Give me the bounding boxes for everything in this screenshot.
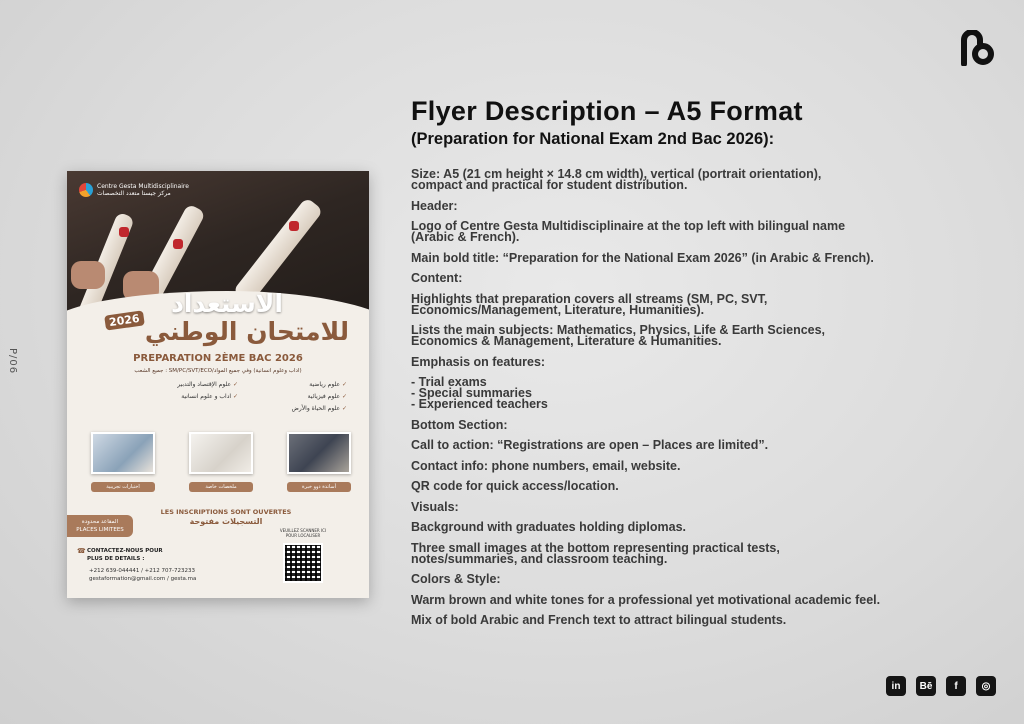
description-line: Header: bbox=[411, 198, 458, 213]
flyer-thumbnails bbox=[91, 432, 351, 492]
contact-email-web: gestaformation@gmail.com / gesta.ma bbox=[89, 576, 197, 582]
description-line: Logo of Centre Gesta Multidisciplinaire at the top left with bilingual name bbox=[411, 219, 846, 233]
center-logo-icon bbox=[79, 183, 93, 197]
description-lines bbox=[411, 169, 991, 626]
flyer-title-ar-2: للامتحان الوطني bbox=[144, 317, 349, 346]
flyer-preview bbox=[67, 171, 369, 598]
description-line: Size: A5 (21 cm height × 14.8 cm width), vertical (portrait orientation), bbox=[411, 167, 822, 181]
social-links bbox=[886, 676, 996, 696]
facebook-icon[interactable]: f bbox=[946, 676, 966, 696]
description-line: Call to action: “Registrations are open – Places are limited”. bbox=[411, 438, 769, 452]
teachers-image bbox=[287, 432, 351, 474]
subject-item: علوم الحياة والأرض ✓ bbox=[246, 405, 347, 412]
description-line: Contact info: phone numbers, email, website. bbox=[411, 458, 681, 473]
description-line: Economics & Management, Literature & Humanities. bbox=[411, 334, 722, 348]
places-ar: المقاعد محدودة bbox=[81, 519, 119, 525]
thumb-label: أساتذة ذوو خبرة bbox=[287, 482, 351, 492]
description-line: - Trial exams bbox=[411, 375, 487, 389]
description-line: Colors & Style: bbox=[411, 572, 501, 586]
thumb-teachers bbox=[287, 432, 351, 492]
description-line: - Special summaries bbox=[411, 386, 532, 400]
page-number: P/06 bbox=[7, 348, 18, 375]
contact-phones: +212 639-044441 / +212 707-723233 bbox=[89, 568, 196, 574]
thumb-trial-exams bbox=[91, 432, 155, 492]
flyer-year-badge: 2026 bbox=[104, 310, 144, 330]
description-line: Emphasis on features: bbox=[411, 354, 546, 369]
description-line: Three small images at the bottom representing practical tests, bbox=[411, 540, 780, 555]
pb-monogram-logo-icon bbox=[960, 30, 996, 66]
flyer-subjects bbox=[137, 381, 347, 412]
linkedin-icon[interactable]: in bbox=[886, 676, 906, 696]
subject-item: علوم الإقتصاد والتدبير ✓ bbox=[137, 381, 238, 388]
description-line: (Arabic & French). bbox=[411, 230, 520, 244]
description-line: Main bold title: “Preparation for the National Exam 2026” (in Arabic & French). bbox=[411, 250, 874, 265]
description-line: Background with graduates holding diplomas. bbox=[411, 520, 687, 534]
flyer-prep-line: PREPARATION 2ÈME BAC 2026 bbox=[133, 353, 303, 364]
center-name-fr: Centre Gesta Multidisciplinaire bbox=[97, 183, 189, 190]
subject-item: علوم فيزيائية ✓ bbox=[246, 393, 347, 400]
description-title: Flyer Description – A5 Format bbox=[411, 96, 803, 126]
qr-code-icon bbox=[283, 543, 323, 583]
description-line: Mix of bold Arabic and French text to attract bilingual students. bbox=[411, 613, 787, 627]
behance-icon[interactable]: Bē bbox=[916, 676, 936, 696]
description-line: Highlights that preparation covers all streams (SM, PC, SVT, bbox=[411, 291, 768, 306]
description-line: Economics/Management, Literature, Humanities). bbox=[411, 302, 705, 317]
description-subtitle: (Preparation for National Exam 2nd Bac 2026): bbox=[411, 130, 775, 148]
description-line: Content: bbox=[411, 271, 463, 285]
places-fr: PLACES LIMITEES bbox=[76, 527, 124, 533]
center-name-ar: مركز جيستا متعدد التخصصات bbox=[97, 190, 171, 197]
qr-label: VEUILLEZ SCANNER ICI POUR LOCALISER bbox=[279, 528, 327, 538]
description-line: notes/summaries, and classroom teaching. bbox=[411, 551, 668, 566]
contact-title: ☎ CONTACTEZ-NOUS POUR PLUS DE DETAILS : bbox=[87, 547, 177, 563]
flyer-title-ar-1: الاستعداد bbox=[171, 289, 283, 318]
description-line: compact and practical for student distribution. bbox=[411, 178, 688, 192]
inscriptions-ar: التسجيلات مفتوحة bbox=[189, 517, 263, 526]
description-line: Bottom Section: bbox=[411, 417, 508, 432]
subject-item: اداب و علوم انسانية ✓ bbox=[137, 393, 238, 400]
description-line: Visuals: bbox=[411, 499, 459, 514]
description-line: Warm brown and white tones for a professional yet motivational academic feel. bbox=[411, 592, 881, 607]
thumb-summaries bbox=[189, 432, 253, 492]
subject-item: علوم رياضية ✓ bbox=[246, 381, 347, 388]
description-line: QR code for quick access/location. bbox=[411, 479, 619, 493]
center-logo bbox=[79, 183, 189, 197]
thumb-label: اختبارات تجريبية bbox=[91, 482, 155, 492]
places-limited-badge bbox=[67, 515, 133, 537]
trial-exams-image bbox=[91, 432, 155, 474]
description-line: Lists the main subjects: Mathematics, Physics, Life & Earth Sciences, bbox=[411, 323, 826, 337]
description-panel bbox=[411, 96, 991, 636]
inscriptions-fr: LES INSCRIPTIONS SONT OUVERTES bbox=[160, 508, 292, 516]
summaries-image bbox=[189, 432, 253, 474]
flyer-streams-line: جميع الشعب : SM/PC/SVT/ECO/اداب وعلوم انسانية) وفي جميع المواد) bbox=[134, 368, 302, 374]
thumb-label: ملخصات خاصة bbox=[189, 482, 253, 492]
instagram-icon[interactable]: ◎ bbox=[976, 676, 996, 696]
subject-spacer bbox=[137, 405, 238, 412]
description-line: - Experienced teachers bbox=[411, 397, 548, 411]
